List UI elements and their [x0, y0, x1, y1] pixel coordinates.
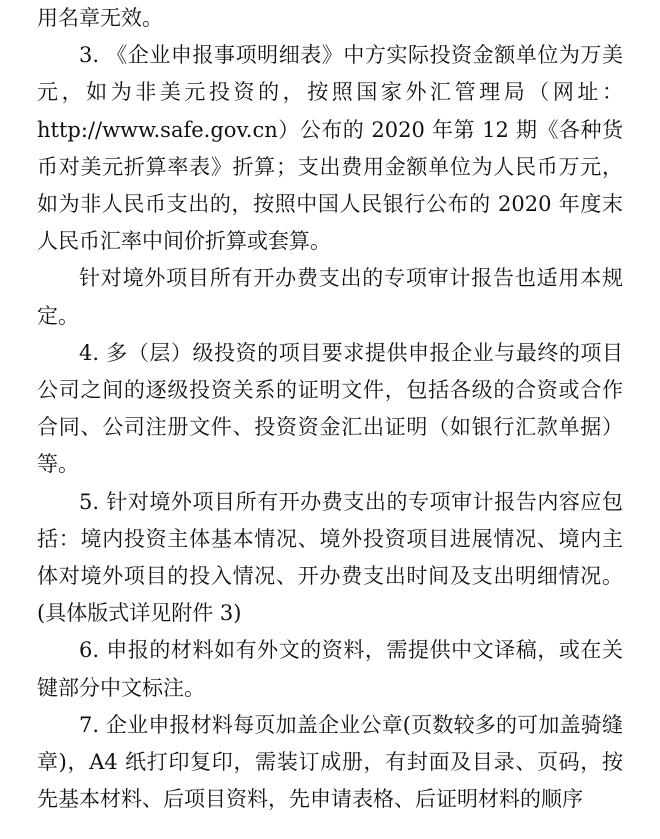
paragraph-audit-report-note: 针对境外项目所有开办费支出的专项审计报告也适用本规定。 [37, 266, 623, 328]
paragraph-item-3: 3. 《企业申报事项明细表》中方实际投资金额单位为万美元，如为非美元投资的，按照国家外汇管理局（网址：http://www.safe.gov.cn）公布的 2020 年第 12 期《各种货币对美元折算率表》折算；支出费用金额单位为人民币万元，如为非人民币支出的，按照中国人民银行公布的 2020 年度末人民币汇率中间价折算或套算。 [37, 43, 623, 254]
document-body [37, 0, 623, 818]
paragraph-item-4: 4. 多（层）级投资的项目要求提供申报企业与最终的项目公司之间的逐级投资关系的证明文件，包括各级的合资或合作合同、公司注册文件、投资资金汇出证明（如银行汇款单据）等。 [37, 340, 623, 477]
paragraph-item-6: 6. 申报的材料如有外文的资料，需提供中文译稿，或在关键部分中文标注。 [37, 638, 623, 700]
paragraph-continuation: 用名章无效。 [37, 6, 163, 30]
paragraph-item-5: 5. 针对境外项目所有开办费支出的专项审计报告内容应包括：境内投资主体基本情况、境外投资项目进展情况、境内主体对境外项目的投入情况、开办费支出时间及支出明细情况。(具体版式详见附件 3) [37, 489, 623, 626]
paragraph-item-7: 7. 企业申报材料每页加盖企业公章(页数较多的可加盖骑缝章)，A4 纸打印复印，需装订成册，有封面及目录、页码，按先基本材料、后项目资料，先申请表格、后证明材料的顺序 [37, 712, 623, 812]
